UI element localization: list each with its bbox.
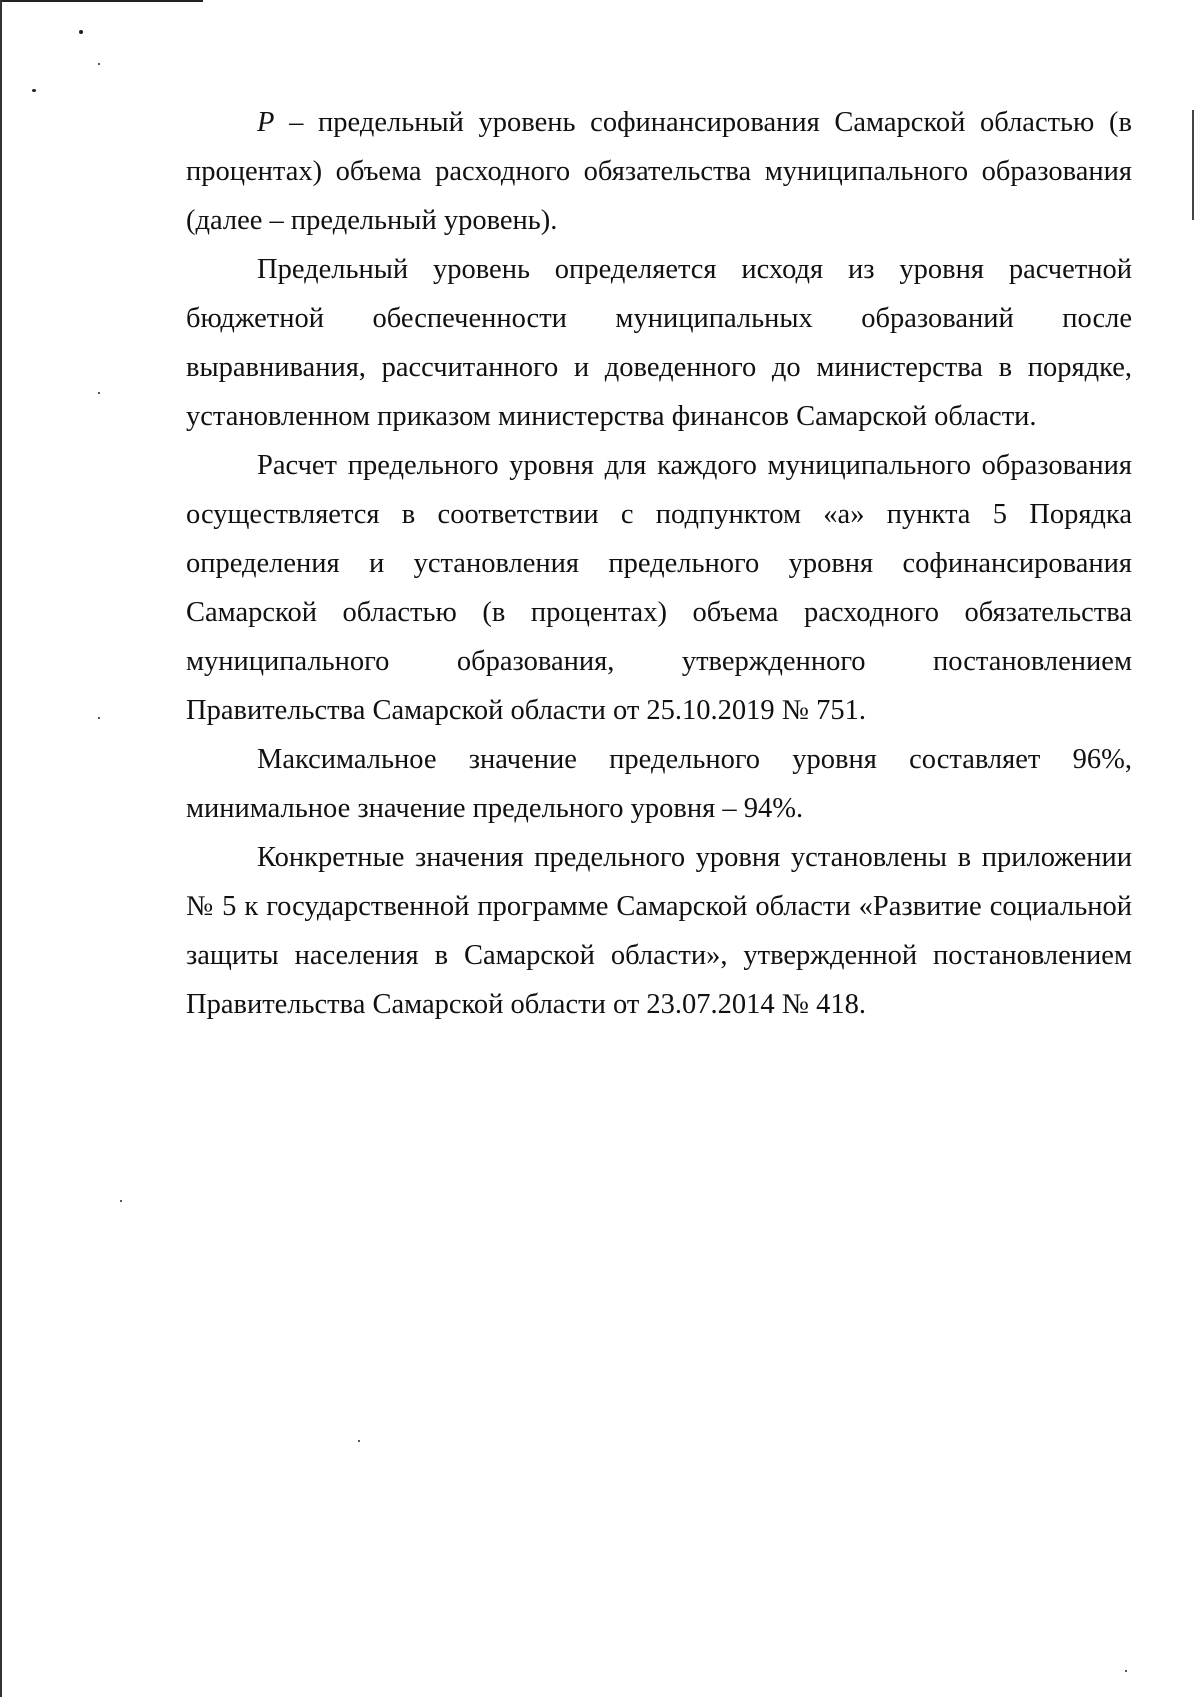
scan-border-right [1192, 110, 1194, 220]
paragraph-calculation: Расчет предельного уровня для каждого муниципального образования осуществляется в соответствии с подпунктом «а» пункта 5 Порядка определения и установления предельного уровня софинансирования Самарской областью (в процентах) объема расходного обязательства муниципального образования, утвержденного постановлением Правительства Самарской области от 25.10.2019 № 751. [186, 450, 1132, 726]
scan-speck [32, 89, 36, 92]
scan-speck [79, 30, 83, 34]
paragraph-determination: Предельный уровень определяется исходя из уровня расчетной бюджетной обеспеченности муниципальных образований после выравнивания, рассчитанного и доведенного до министерства в порядке, установленном приказом министерства финансов Самарской области. [186, 254, 1132, 432]
paragraph-limits: Максимальное значение предельного уровня составляет 96%, минимальное значение предельного уровня – 94%. [186, 744, 1132, 824]
document-body [186, 98, 1132, 1029]
scan-speck [98, 392, 100, 394]
scan-speck [98, 63, 100, 65]
paragraph-text: – предельный уровень софинансирования Самарской областью (в процентах) объема расходного обязательства муниципального образования (далее – предельный уровень). [186, 107, 1132, 236]
scan-speck [1125, 1670, 1127, 1672]
paragraph-specific-values: Конкретные значения предельного уровня установлены в приложении № 5 к государственной программе Самарской области «Развитие социальной защиты населения в Самарской области», утвержденной постановлением Правительства Самарской области от 23.07.2014 № 418. [186, 842, 1132, 1020]
scan-speck [358, 1440, 360, 1442]
scan-speck [98, 717, 100, 719]
variable-symbol: P [257, 107, 275, 138]
scan-border-top [0, 0, 203, 2]
paragraph-definition [186, 98, 1132, 245]
scan-border-left [0, 0, 2, 1697]
scan-speck [120, 1200, 122, 1202]
